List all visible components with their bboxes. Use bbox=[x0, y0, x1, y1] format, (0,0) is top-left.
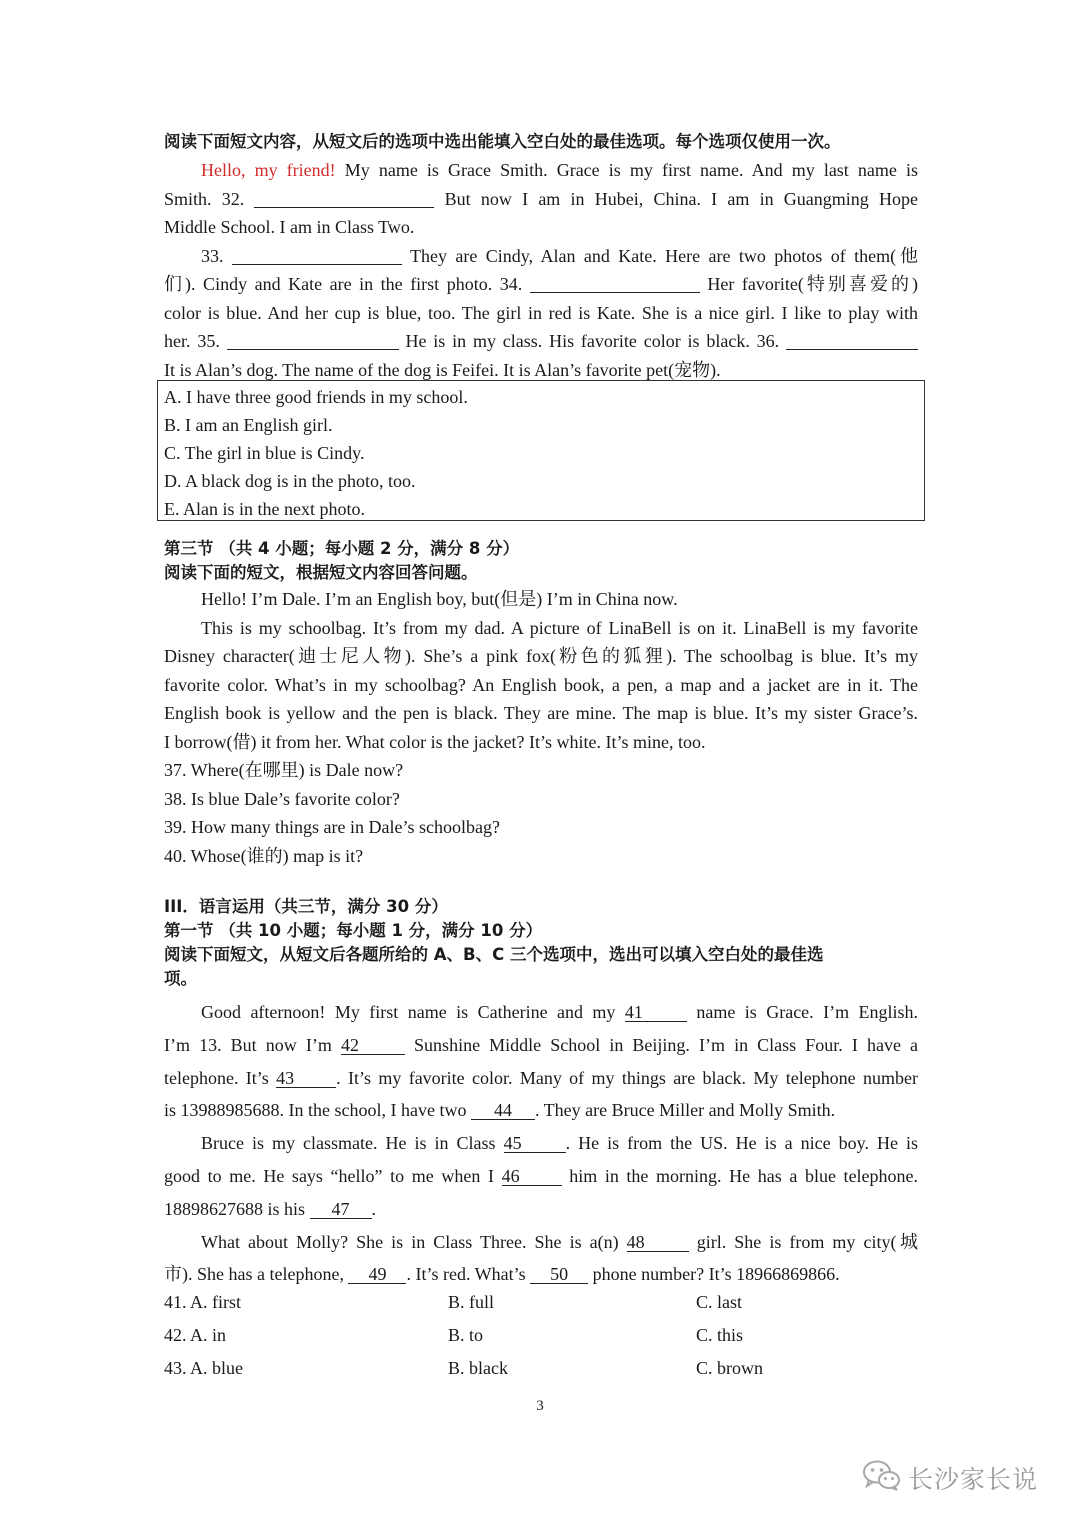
wechat-icon bbox=[862, 1459, 902, 1498]
passage-line: Bruce is my classmate. He is in Class 45 . He is from the US. He is a nice boy. He is bbox=[201, 1133, 918, 1154]
cloze-blank-47: 47 bbox=[310, 1200, 372, 1219]
passage-line: Smith. 32. But now I am in Hubei, China. I am in Guangming Hope bbox=[164, 188, 918, 209]
passage-line: I borrow(借) it from her. What color is the jacket? It’s white. It’s mine, too. bbox=[164, 731, 706, 752]
passage-line: her. 35. He is in my class. His favorite color is black. 36. bbox=[164, 327, 918, 356]
passage-line: 33. They are Cindy, Alan and Kate. Here are two photos of them(他 bbox=[201, 245, 918, 266]
part3-instruction: 阅读下面短文，从短文后各题所给的 A、B、C 三个选项中，选出可以填入空白处的最佳选 bbox=[164, 945, 824, 964]
section3 bbox=[164, 537, 918, 870]
passage-line: good to me. He says “hello” to me when I 46 him in the morning. He has a blue telephone. bbox=[164, 1165, 919, 1186]
passage-line: Good afternoon! My first name is Catherine and my 41 name is Grace. I’m English. bbox=[201, 1002, 919, 1022]
option-a: A. I have three good friends in my school. bbox=[164, 387, 468, 407]
passage-line: This is my schoolbag. It’s from my dad. A picture of LinaBell is on it. LinaBell is my favorite bbox=[201, 617, 918, 638]
question-42-options bbox=[164, 1321, 918, 1354]
passage-line: favorite color. What’s in my schoolbag? An English book, a pen, a map and a jacket are in it. The bbox=[164, 674, 918, 695]
watermark-text: 长沙家长说 bbox=[908, 1465, 1039, 1494]
answer-blank-36 bbox=[786, 331, 918, 350]
option-41-c: C. last bbox=[696, 1292, 743, 1312]
part3-heading: III．语言运用（共三节，满分 30 分） bbox=[164, 897, 448, 916]
option-41-a: 41. A. first bbox=[164, 1292, 242, 1312]
cloze-blank-48: 48 bbox=[627, 1233, 689, 1252]
question-41-options bbox=[164, 1288, 918, 1321]
passage-line: It is Alan’s dog. The name of the dog is Feifei. It is Alan’s favorite pet(宠物). bbox=[164, 359, 721, 380]
answer-blank-32 bbox=[254, 189, 434, 208]
option-b: B. I am an English girl. bbox=[164, 415, 333, 435]
question-38: 38. Is blue Dale’s favorite color? bbox=[164, 788, 400, 809]
option-41-b: B. full bbox=[448, 1292, 495, 1312]
cloze-blank-44: 44 bbox=[471, 1101, 535, 1120]
option-c: C. The girl in blue is Cindy. bbox=[164, 443, 365, 463]
passage-line: telephone. It’s 43 . It’s my favorite color. Many of my things are black. My telephone number bbox=[164, 1067, 918, 1088]
part3-instruction-cont: 项。 bbox=[164, 969, 197, 988]
cloze-blank-42: 42 bbox=[341, 1036, 405, 1055]
passage-line: Disney character(迪士尼人物). She’s a pink fox(粉色的狐狸). The schoolbag is blue. It’s my bbox=[164, 646, 918, 666]
passage-line: Hello, my friend! My name is Grace Smith. Grace is my first name. And my last name is bbox=[201, 160, 918, 180]
section3-instruction: 阅读下面的短文，根据短文内容回答问题。 bbox=[164, 563, 478, 582]
cloze-blank-46: 46 bbox=[502, 1167, 562, 1186]
passage-line: Middle School. I am in Class Two. bbox=[164, 217, 415, 237]
options-box bbox=[157, 380, 925, 521]
cloze-options bbox=[164, 1288, 918, 1387]
option-d: D. A black dog is in the photo, too. bbox=[164, 471, 416, 491]
passage-line: 18898627688 is his 47 . bbox=[164, 1198, 377, 1219]
option-42-a: 42. A. in bbox=[164, 1325, 227, 1345]
passage-line: I’m 13. But now I’m 42 Sunshine Middle School in Beijing. I’m in Class Four. I have a bbox=[164, 1034, 919, 1055]
option-42-c: C. this bbox=[696, 1325, 744, 1345]
page-number: 3 bbox=[536, 1398, 544, 1414]
cloze-blank-41: 41 bbox=[625, 1003, 687, 1022]
answer-blank-33 bbox=[232, 246, 402, 265]
section3-heading: 第三节 （共 4 小题；每小题 2 分，满分 8 分） bbox=[164, 539, 520, 558]
option-42-b: B. to bbox=[448, 1325, 484, 1345]
answer-blank-34 bbox=[530, 274, 700, 293]
passage-line: is 13988985688. In the school, I have two 44 . They are Bruce Miller and Molly Smith. bbox=[164, 1100, 836, 1121]
cloze-blank-50: 50 bbox=[530, 1265, 588, 1284]
option-43-a: 43. A. blue bbox=[164, 1358, 243, 1378]
passage-line: color is blue. And her cup is blue, too. The girl in red is Kate. She is a nice girl. I like to play with bbox=[164, 302, 918, 323]
answer-blank-35 bbox=[227, 331, 399, 350]
greeting-text: Hello, my friend! bbox=[201, 160, 336, 180]
watermark bbox=[862, 1458, 1038, 1498]
cloze-blank-45: 45 bbox=[504, 1134, 566, 1153]
question-40: 40. Whose(谁的) map is it? bbox=[164, 845, 364, 866]
passage-line: English book is yellow and the pen is black. They are mine. The map is blue. It’s my sister Grace’s. bbox=[164, 703, 918, 723]
passage-line: 们). Cindy and Kate are in the first photo. 34. Her favorite(特别喜爱的) bbox=[164, 274, 919, 294]
question-39: 39. How many things are in Dale’s schoolbag? bbox=[164, 817, 500, 837]
question-43-options bbox=[164, 1354, 918, 1387]
cloze-blank-49: 49 bbox=[348, 1265, 406, 1284]
option-43-c: C. brown bbox=[696, 1358, 763, 1378]
part3-subheading: 第一节 （共 10 小题；每小题 1 分，满分 10 分） bbox=[164, 921, 543, 940]
passage-line: What about Molly? She is in Class Three. She is a(n) 48 girl. She is from my city(城 bbox=[201, 1231, 919, 1252]
option-43-b: B. black bbox=[448, 1358, 508, 1378]
part3-header bbox=[164, 895, 918, 991]
cloze-blank-43: 43 bbox=[276, 1069, 336, 1088]
question-37: 37. Where(在哪里) is Dale now? bbox=[164, 760, 404, 780]
section2-instruction: 阅读下面短文内容，从短文后的选项中选出能填入空白处的最佳选项。每个选项仅使用一次。 bbox=[164, 132, 841, 151]
option-e: E. Alan is in the next photo. bbox=[164, 499, 365, 519]
passage-line: 市). She has a telephone, 49 . It’s red. What’s 50 phone number? It’s 18966869866. bbox=[164, 1264, 840, 1285]
cloze-passage bbox=[164, 996, 918, 1291]
passage-line: Hello! I’m Dale. I’m an English boy, but(但是) I’m in China now. bbox=[201, 589, 678, 609]
section2-passage bbox=[164, 128, 918, 384]
